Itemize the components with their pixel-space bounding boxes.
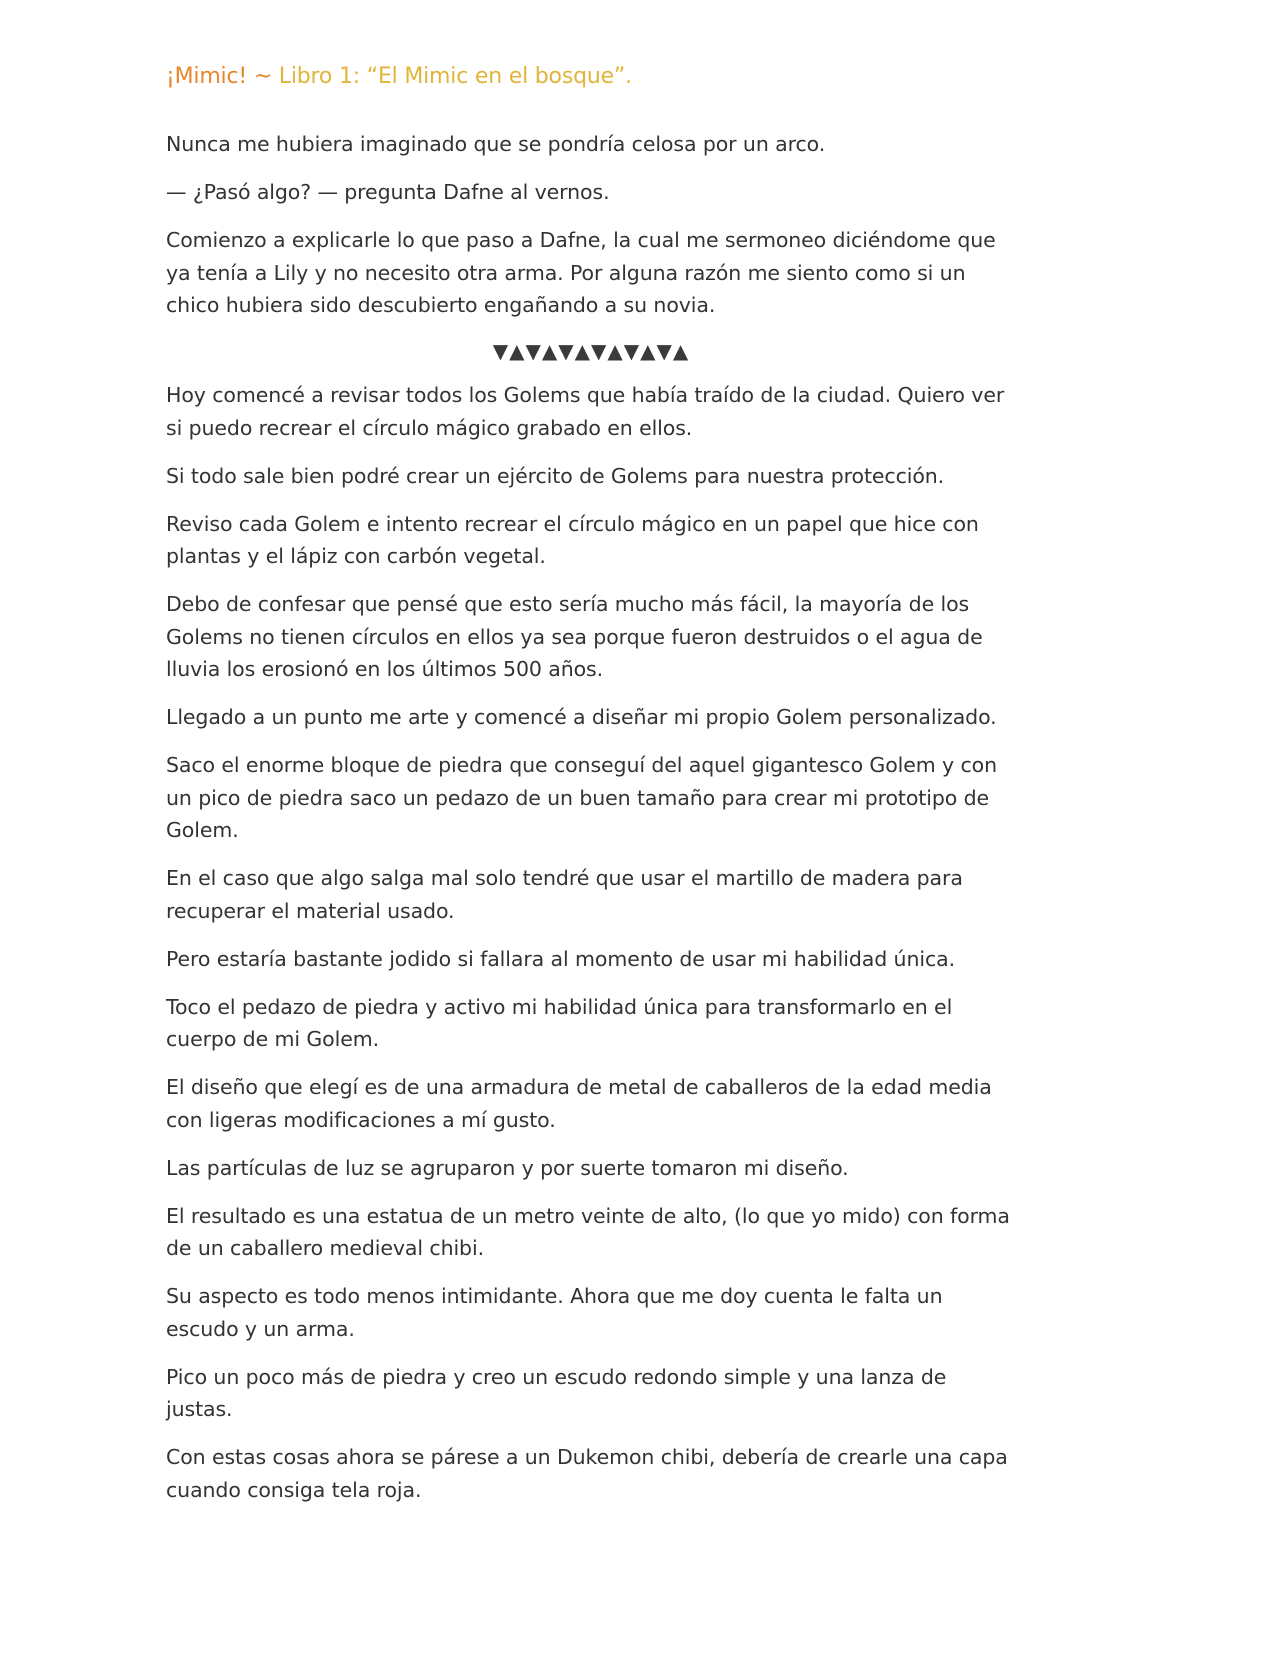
paragraph: Hoy comencé a revisar todos los Golems que había traído de la ciudad. Quiero ver si puedo recrear el círculo mágico grabado en ellos.	[166, 383, 1005, 440]
paragraph: Su aspecto es todo menos intimidante. Ahora que me doy cuenta le falta un escudo y un arma.	[166, 1284, 943, 1341]
paragraph: Saco el enorme bloque de piedra que conseguí del aquel gigantesco Golem y con un pico de piedra saco un pedazo de un buen tamaño para crear mi prototipo de Golem.	[166, 753, 997, 842]
scene-separator: ▼▲▼▲▼▲▼▲▼▲▼▲	[492, 339, 690, 363]
document-page	[166, 62, 1016, 1522]
paragraph: Nunca me hubiera imaginado que se pondría celosa por un arco.	[166, 132, 826, 156]
paragraph: El resultado es una estatua de un metro veinte de alto, (lo que yo mido) con forma de un caballero medieval chibi.	[166, 1203, 1010, 1260]
paragraph: Si todo sale bien podré crear un ejército de Golems para nuestra protección.	[166, 463, 945, 488]
paragraph: Comienzo a explicarle lo que paso a Dafne, la cual me sermoneo diciéndome que ya tenía a Lily y no necesito otra arma. Por alguna razón me siento como si un chico hubiera sido descubierto engañando a su novia.	[166, 228, 996, 317]
paragraph: Las partículas de luz se agruparon y por suerte tomaron mi diseño.	[166, 1155, 849, 1180]
paragraph: El diseño que elegí es de una armadura de metal de caballeros de la edad media con ligeras modificaciones a mí gusto.	[166, 1075, 992, 1132]
body-text	[166, 128, 1016, 1506]
paragraph: Llegado a un punto me arte y comencé a diseñar mi propio Golem personalizado.	[166, 705, 997, 729]
running-header	[166, 62, 1016, 92]
paragraph: Con estas cosas ahora se párese a un Dukemon chibi, debería de crearle una capa cuando consiga tela roja.	[166, 1445, 1008, 1502]
paragraph: Reviso cada Golem e intento recrear el círculo mágico en un papel que hice con plantas y el lápiz con carbón vegetal.	[166, 511, 979, 568]
paragraph: Debo de confesar que pensé que esto sería mucho más fácil, la mayoría de los Golems no tienen círculos en ellos ya sea porque fueron destruidos o el agua de lluvia los erosionó en los últimos 500 años.	[166, 592, 983, 681]
paragraph: En el caso que algo salga mal solo tendré que usar el martillo de madera para recuperar el material usado.	[166, 866, 963, 923]
series-title: ¡Mimic! ~	[166, 64, 279, 89]
paragraph: Pero estaría bastante jodido si fallara al momento de usar mi habilidad única.	[166, 946, 955, 971]
paragraph: Toco el pedazo de piedra y activo mi habilidad única para transformarlo en el cuerpo de mi Golem.	[166, 994, 953, 1051]
book-title: Libro 1: “El Mimic en el bosque”.	[278, 64, 632, 89]
paragraph: Pico un poco más de piedra y creo un escudo redondo simple y una lanza de justas.	[166, 1364, 947, 1421]
paragraph: — ¿Pasó algo? — pregunta Dafne al vernos.	[166, 180, 610, 204]
